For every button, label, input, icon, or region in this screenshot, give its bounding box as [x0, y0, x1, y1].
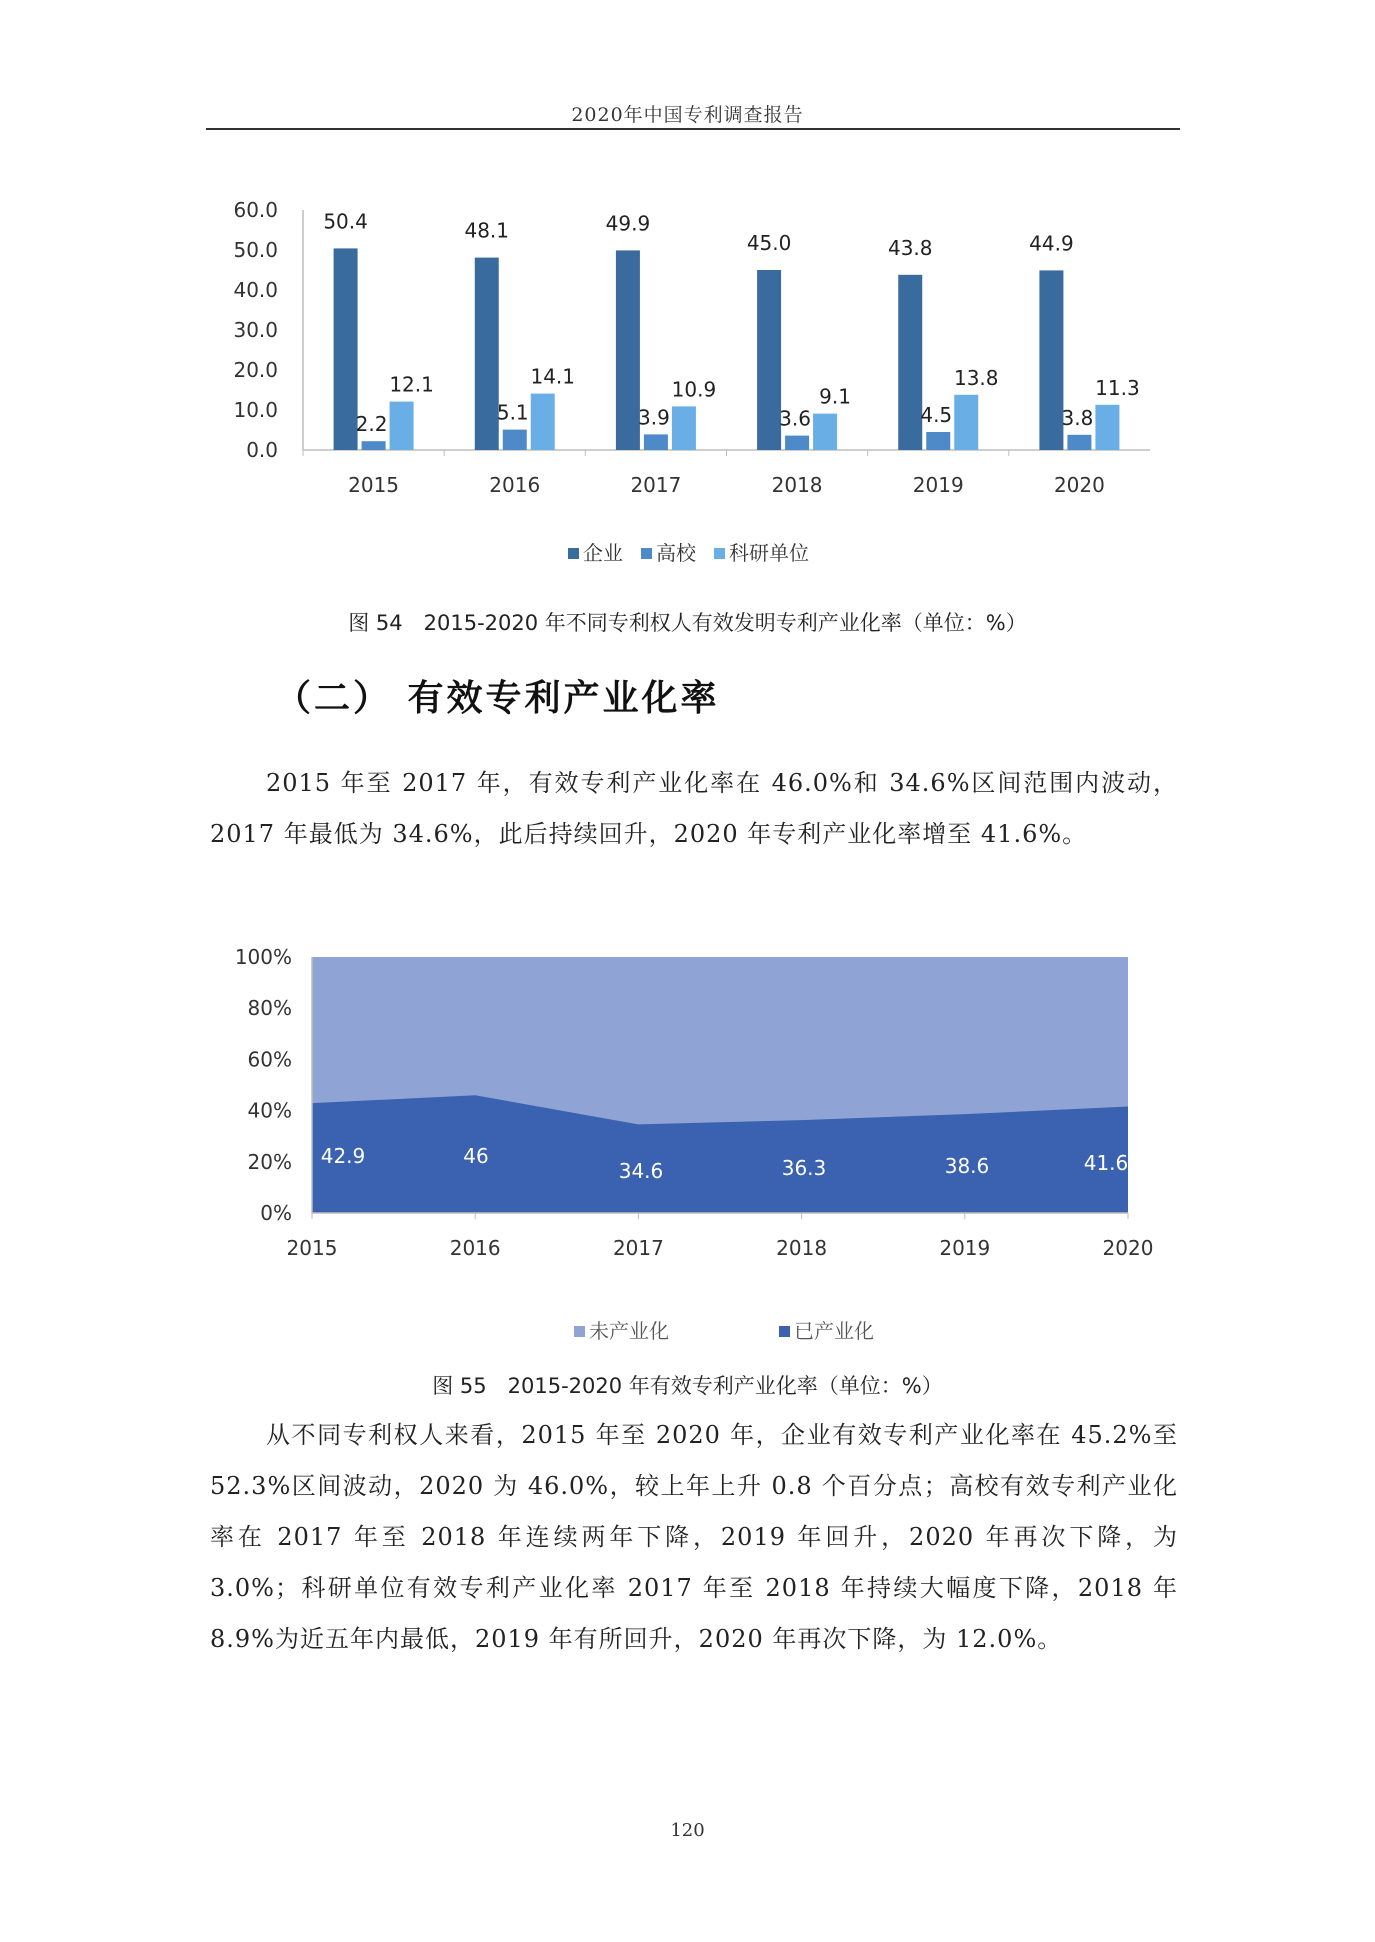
y-tick-label: 100% — [234, 945, 292, 969]
paragraph-1: 2015 年至 2017 年，有效专利产业化率在 46.0%和 34.6%区间范围内波动，2017 年最低为 34.6%，此后持续回升，2020 年专利产业化率增至 41.6%。 — [210, 769, 1178, 848]
bar-科研单位 — [531, 394, 555, 450]
bar-chart-54 — [0, 190, 1375, 580]
bar-企业 — [334, 248, 358, 450]
x-tick-label: 2016 — [449, 1236, 501, 1260]
x-tick-label: 2018 — [776, 1236, 828, 1260]
y-tick-label: 20.0 — [233, 358, 278, 382]
y-tick-label: 60% — [247, 1047, 292, 1072]
y-tick-label: 20% — [247, 1149, 292, 1174]
data-label: 46 — [463, 1144, 489, 1168]
data-label: 9.1 — [819, 384, 851, 409]
data-label: 3.8 — [1061, 405, 1094, 430]
data-label: 44.9 — [1029, 231, 1074, 256]
legend-swatch — [568, 548, 579, 559]
bar-企业 — [757, 270, 781, 450]
running-header: 2020年中国专利调查报告 — [571, 104, 804, 126]
x-tick-label: 2019 — [912, 473, 964, 497]
x-tick-label: 2018 — [771, 473, 823, 497]
data-label: 3.9 — [638, 405, 670, 430]
data-label: 45.0 — [746, 231, 792, 255]
y-tick-label: 40% — [247, 1098, 292, 1123]
section-heading: （二） 有效专利产业化率 — [275, 677, 720, 719]
bar-高校 — [785, 436, 809, 450]
data-label: 13.8 — [953, 365, 999, 390]
data-label: 41.6 — [1083, 1151, 1129, 1175]
x-tick-label: 2017 — [630, 473, 682, 497]
y-tick-label: 0% — [260, 1201, 292, 1225]
figure-54-caption: 图 54 2015-2020 年不同专利权人有效发明专利产业化率（单位：%） — [348, 611, 1027, 635]
legend-label: 高校 — [656, 541, 696, 565]
y-tick-label: 80% — [247, 996, 292, 1021]
y-tick-label: 0.0 — [246, 438, 278, 462]
data-label: 4.5 — [920, 403, 953, 427]
y-tick-label: 50.0 — [233, 238, 278, 262]
bar-企业 — [616, 250, 640, 450]
legend-swatch — [574, 1326, 585, 1337]
x-tick-label: 2020 — [1102, 1236, 1154, 1260]
data-label: 38.6 — [944, 1154, 990, 1178]
data-label: 42.9 — [320, 1144, 366, 1168]
x-tick-label: 2020 — [1053, 473, 1105, 497]
x-tick-label: 2017 — [612, 1236, 664, 1260]
data-label: 48.1 — [464, 218, 510, 243]
bar-企业 — [475, 258, 499, 450]
bar-科研单位 — [672, 406, 696, 450]
y-tick-label: 40.0 — [233, 278, 278, 302]
legend-label: 科研单位 — [729, 541, 809, 565]
data-label: 49.9 — [605, 211, 651, 236]
data-label: 34.6 — [618, 1159, 664, 1183]
bar-企业 — [898, 275, 922, 450]
x-tick-label: 2016 — [489, 473, 541, 497]
area-chart-55 — [0, 930, 1375, 1350]
x-tick-label: 2015 — [286, 1236, 338, 1260]
y-tick-label: 60.0 — [233, 198, 278, 222]
bar-高校 — [503, 430, 527, 450]
bar-科研单位 — [390, 402, 414, 450]
bar-高校 — [926, 432, 950, 450]
legend-swatch — [641, 548, 652, 559]
data-label: 11.3 — [1095, 375, 1140, 400]
header-divider — [206, 128, 1180, 130]
y-tick-label: 10.0 — [233, 398, 278, 422]
bar-科研单位 — [813, 414, 837, 450]
x-tick-label: 2015 — [348, 473, 400, 497]
data-label: 2.2 — [355, 412, 388, 437]
data-label: 14.1 — [530, 364, 576, 389]
legend-swatch — [779, 1326, 790, 1337]
bar-企业 — [1039, 270, 1063, 450]
bar-科研单位 — [1095, 405, 1119, 450]
bar-高校 — [362, 441, 386, 450]
legend-label: 企业 — [583, 541, 623, 565]
data-label: 3.6 — [779, 406, 811, 431]
figure-55-caption: 图 55 2015-2020 年有效专利产业化率（单位：%） — [432, 1374, 943, 1398]
legend-swatch — [714, 548, 725, 559]
data-label: 5.1 — [496, 400, 529, 425]
x-tick-label: 2019 — [939, 1236, 991, 1260]
data-label: 43.8 — [887, 235, 933, 260]
legend-label: 已产业化 — [794, 1319, 874, 1343]
bar-高校 — [1067, 435, 1091, 450]
data-label: 12.1 — [389, 372, 434, 397]
data-label: 36.3 — [781, 1156, 827, 1180]
page-number: 120 — [670, 1820, 705, 1841]
data-label: 10.9 — [671, 377, 717, 402]
bar-科研单位 — [954, 395, 978, 450]
paragraph-2: 从不同专利权人来看，2015 年至 2020 年，企业有效专利产业化率在 45.2%至 52.3%区间波动，2020 为 46.0%，较上年上升 0.8 个百分点；高校有效专利产业化率在 2017 年至 2018 年连续两年下降，2019 年回升，2020 年再次下降，为 3.0%；科研单位有效专利产业化率 2017 年至 2018 年持续大幅度下降，2018 年 8.9%为近五年内最低，2019 年有所回升，2020 年再次下降，为 12.0%。 — [210, 1421, 1178, 1653]
legend-label: 未产业化 — [589, 1319, 669, 1343]
data-label: 50.4 — [323, 209, 368, 234]
y-tick-label: 30.0 — [233, 318, 278, 342]
bar-高校 — [644, 434, 668, 450]
